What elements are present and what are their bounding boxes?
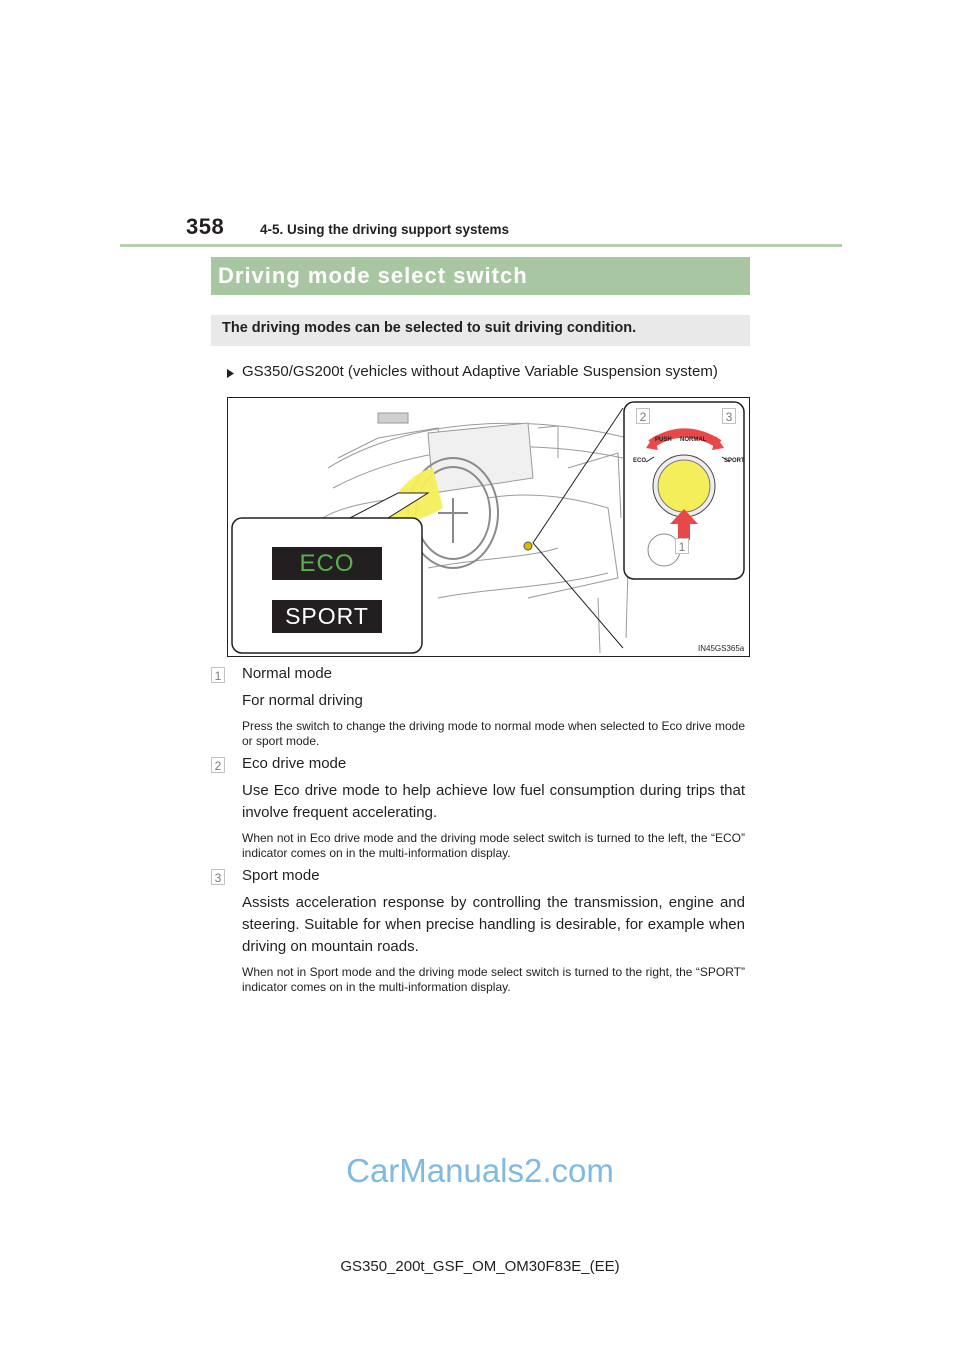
dial-push-label: PUSH [655,437,672,443]
page-title: Driving mode select switch [218,263,528,288]
dial-normal-label: NORMAL [680,437,707,443]
item-body: For normal driving [242,692,363,709]
dial-sport-label: SPORT [724,458,745,464]
document-code: GS350_200t_GSF_OM_OM30F83E_(EE) [340,1258,620,1275]
figure-code: IN45GS365a [698,644,745,653]
item-number: 2 [211,757,225,773]
triangle-bullet-icon [226,366,235,382]
item-note: When not in Sport mode and the driving mode select switch is turned to the right, the “SPORT” indicator comes on in the multi-information display. [242,965,745,994]
item-body: Assists acceleration response by controlling the transmission, engine and steering. Suitable for when precise handling is desirable, for example when driving on mountain roads. [242,894,745,955]
section-title: 4-5. Using the driving support systems [260,222,510,237]
driving-mode-figure [227,397,750,657]
callout-1: 1 [675,538,689,554]
vehicle-variant: GS350/GS200t (vehicles without Adaptive Variable Suspension system) [242,363,718,380]
item-body: Use Eco drive mode to help achieve low fuel consumption during trips that involve frequent accelerating. [242,782,745,821]
sport-indicator: SPORT [272,600,382,633]
watermark: CarManuals2.com [346,1152,614,1189]
item-number: 3 [211,869,225,885]
item-title: Normal mode [242,665,333,682]
header-divider [120,244,842,247]
item-title: Sport mode [242,867,320,884]
item-number: 1 [211,667,225,683]
intro-text: The driving modes can be selected to suit driving condition. [222,320,637,336]
callout-3: 3 [722,408,736,424]
item-title: Eco drive mode [242,755,347,772]
item-note: When not in Eco drive mode and the driving mode select switch is turned to the left, the “ECO” indicator comes on in the multi-information display. [242,831,745,860]
item-note: Press the switch to change the driving mode to normal mode when selected to Eco drive mode or sport mode. [242,719,745,748]
eco-indicator: ECO [272,547,382,580]
callout-2: 2 [636,408,650,424]
page-number: 358 [186,214,225,239]
dial-eco-label: ECO [633,458,647,464]
